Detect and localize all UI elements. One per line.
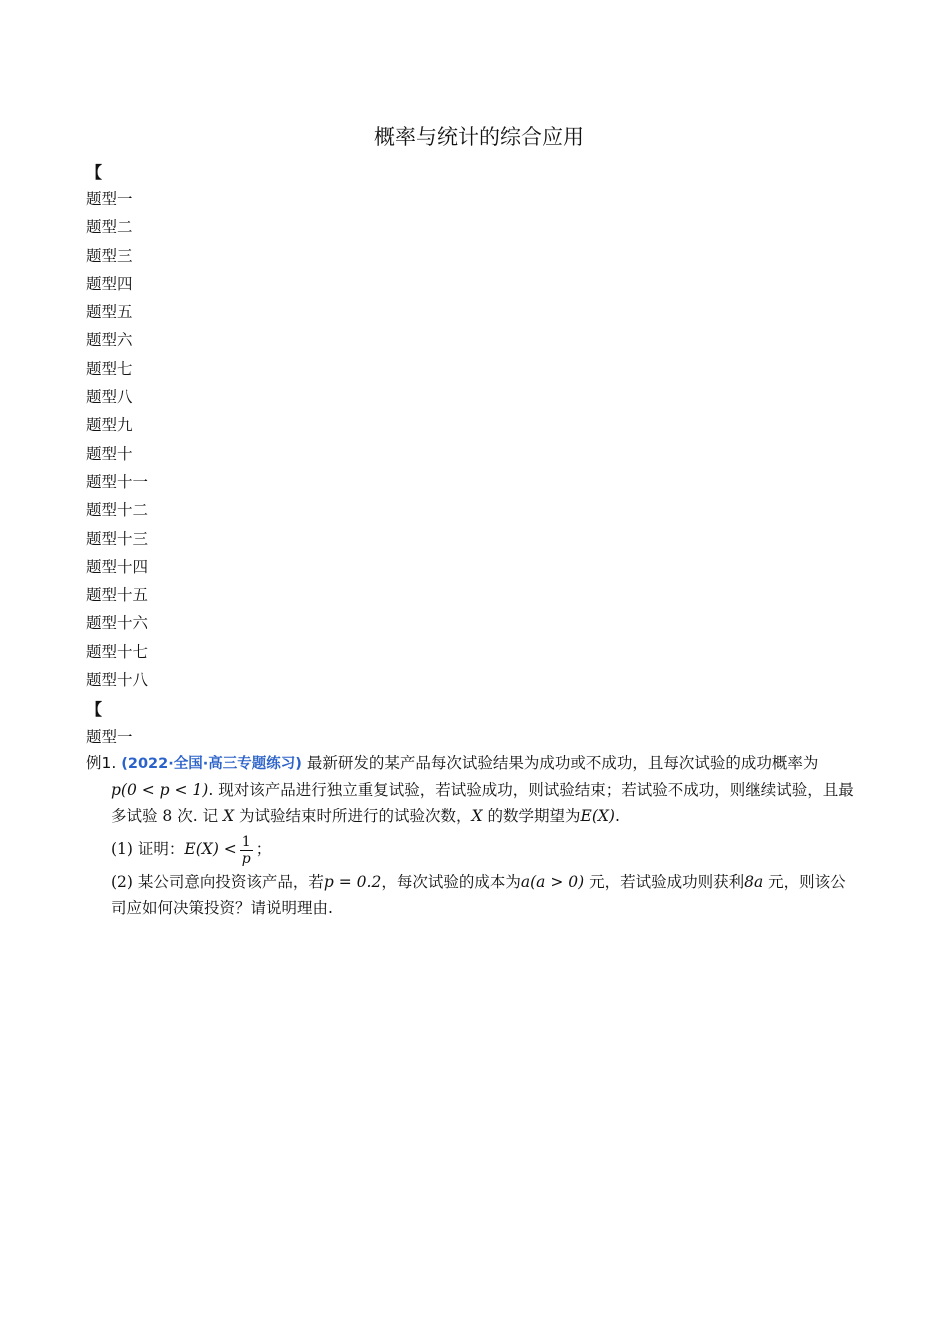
toc-item[interactable]: 题型九 (86, 416, 133, 435)
toc-item[interactable]: 题型十八 (86, 671, 149, 690)
toc-item[interactable]: 题型十 (86, 444, 133, 463)
fraction (240, 834, 253, 867)
example-line-3 (86, 803, 870, 829)
toc-item[interactable]: 题型十七 (86, 642, 149, 661)
example-text: 多试验 8 次. 记 (111, 807, 219, 825)
part-1 (86, 829, 870, 869)
toc-close-bracket: 【 (86, 700, 103, 719)
math-cost: a(a > 0) (520, 873, 585, 891)
math-profit: 8a (744, 873, 764, 891)
toc-item[interactable]: 题型十六 (86, 614, 149, 633)
toc-item[interactable]: 题型八 (86, 388, 133, 407)
part-text: 司应如何决策投资？请说明理由. (111, 899, 333, 917)
part-text: ； (255, 840, 272, 858)
part-text: 元，则该公 (768, 873, 846, 891)
toc-item[interactable]: 题型四 (86, 274, 133, 293)
page-title: 概率与统计的综合应用 (374, 125, 584, 149)
toc-item[interactable]: 题型七 (86, 359, 133, 378)
toc-item[interactable]: 题型六 (86, 331, 133, 350)
section-heading: 题型一 (86, 728, 133, 746)
math-x: X (223, 807, 235, 825)
part-label: (1) (111, 840, 133, 858)
math-p-value: p = 0.2 (323, 873, 382, 891)
example-text: 为试验结束时所进行的试验次数， (239, 807, 472, 825)
fraction-denominator: p (241, 850, 251, 867)
part-text: 元，若试验成功则获利 (589, 873, 745, 891)
math-p-range: p(0 < p < 1) (111, 781, 209, 799)
math-inequality: E(X) < (184, 840, 237, 858)
toc-item[interactable]: 题型十二 (86, 501, 149, 520)
example-label: 例1. (86, 754, 117, 772)
part-2-continued (86, 895, 870, 921)
toc-item[interactable]: 题型十五 (86, 586, 149, 605)
part-text: 证明： (137, 840, 185, 858)
toc-item[interactable]: 题型十一 (86, 472, 149, 491)
part-text: 某公司意向投资该产品，若 (137, 873, 324, 891)
example-text: . 现对该产品进行独立重复试验，若试验成功，则试验结束；若试验不成功，则继续试验，且最 (208, 781, 854, 799)
fraction-numerator: 1 (240, 834, 253, 851)
part-2 (86, 869, 870, 895)
toc-item[interactable]: 题型二 (86, 218, 133, 237)
math-x: X (471, 807, 483, 825)
example-text: 最新研发的某产品每次试验结果为成功或不成功，且每次试验的成功概率为 (306, 754, 819, 772)
toc-item[interactable]: 题型五 (86, 303, 133, 322)
toc-open-bracket: 【 (86, 163, 103, 182)
math-ex: E(X) (580, 807, 615, 825)
table-of-contents (86, 187, 148, 696)
example-line-2 (86, 777, 870, 803)
toc-item[interactable]: 题型一 (86, 190, 133, 208)
toc-item[interactable]: 题型十三 (86, 529, 149, 548)
example-text: 的数学期望为 (487, 807, 581, 825)
toc-item[interactable]: 题型三 (86, 246, 133, 265)
example-line-1 (86, 750, 870, 777)
example-1 (86, 750, 870, 921)
part-label: (2) (111, 873, 133, 891)
part-text: ，每次试验的成本为 (381, 873, 521, 891)
toc-item[interactable]: 题型十四 (86, 557, 149, 576)
example-text: . (614, 807, 620, 825)
source-link[interactable]: (2022·全国·高三专题练习) (121, 756, 302, 772)
